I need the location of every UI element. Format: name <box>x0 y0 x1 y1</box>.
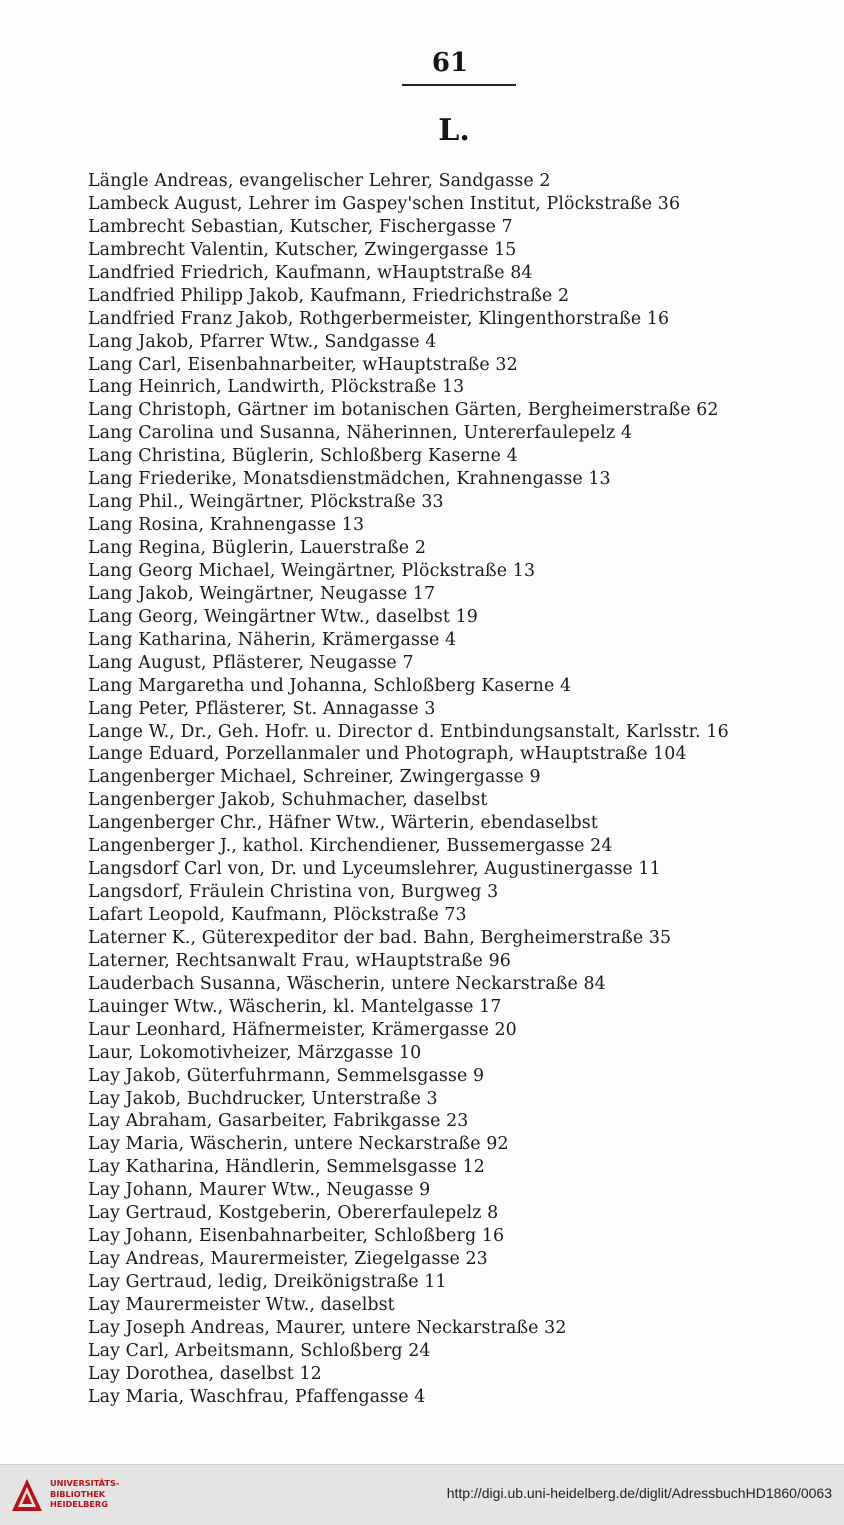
directory-entry: Laterner K., Güterexpeditor der bad. Bahn, Bergheimerstraße 35 <box>88 927 672 948</box>
directory-entry: Lafart Leopold, Kaufmann, Plöckstraße 73 <box>88 905 467 925</box>
directory-entry: Lang Friederike, Monatsdienstmädchen, Krahnengasse 13 <box>88 469 611 490</box>
directory-entry: Lay Johann, Eisenbahnarbeiter, Schloßberg 16 <box>88 1226 505 1247</box>
directory-entry: Laur Leonhard, Häfnermeister, Krämergasse 20 <box>88 1019 517 1040</box>
library-name <box>50 1478 140 1510</box>
directory-entry: Lauinger Wtw., Wäscherin, kl. Mantelgasse 17 <box>88 996 502 1017</box>
directory-entry: Langenberger Chr., Häfner Wtw., Wärterin, ebendaselbst <box>88 813 598 834</box>
directory-entry: Langenberger Michael, Schreiner, Zwingergasse 9 <box>88 767 541 788</box>
directory-entry: Lang Carl, Eisenbahnarbeiter, wHauptstraße 32 <box>88 354 518 375</box>
directory-entry: Lang August, Pflästerer, Neugasse 7 <box>88 652 414 673</box>
directory-entry: Lange W., Dr., Geh. Hofr. u. Director d. Entbindungsanstalt, Karlsstr. 16 <box>88 721 729 742</box>
directory-entry: Längle Andreas, evangelischer Lehrer, Sandgasse 2 <box>88 171 551 191</box>
directory-entry: Landfried Philipp Jakob, Kaufmann, Friedrichstraße 2 <box>88 285 570 306</box>
library-name-line: HEIDELBERG <box>50 1499 108 1509</box>
directory-entry: Lay Katharina, Händlerin, Semmelsgasse 12 <box>88 1157 485 1178</box>
library-name-line: UNIVERSITÄTS- <box>50 1478 120 1488</box>
directory-entry: Lay Dorothea, daselbst 12 <box>88 1363 322 1384</box>
directory-entry: Lambrecht Sebastian, Kutscher, Fischergasse 7 <box>88 216 513 237</box>
directory-entry: Lang Christoph, Gärtner im botanischen Gärten, Bergheimerstraße 62 <box>88 400 719 421</box>
university-logo-icon[interactable] <box>10 1477 44 1513</box>
directory-entry: Lang Georg, Weingärtner Wtw., daselbst 19 <box>88 606 478 627</box>
directory-entry: Lang Peter, Pflästerer, St. Annagasse 3 <box>88 698 436 719</box>
directory-entry: Lay Andreas, Maurermeister, Ziegelgasse 23 <box>88 1249 488 1270</box>
directory-entry: Lambeck August, Lehrer im Gaspey'schen Institut, Plöckstraße 36 <box>88 193 681 214</box>
header-rule <box>402 84 516 86</box>
letter-heading: L. <box>438 113 470 148</box>
directory-entry: Laterner, Rechtsanwalt Frau, wHauptstraße 96 <box>88 950 511 971</box>
directory-entry: Lay Jakob, Güterfuhrmann, Semmelsgasse 9 <box>88 1065 485 1086</box>
directory-entry: Lay Carl, Arbeitsmann, Schloßberg 24 <box>88 1340 431 1361</box>
directory-entry: Lang Phil., Weingärtner, Plöckstraße 33 <box>88 492 444 513</box>
directory-entry: Lang Jakob, Pfarrer Wtw., Sandgasse 4 <box>88 331 437 352</box>
directory-entry: Lang Georg Michael, Weingärtner, Plöckstraße 13 <box>88 560 536 581</box>
directory-entry: Lay Jakob, Buchdrucker, Unterstraße 3 <box>88 1088 438 1109</box>
directory-entry: Langsdorf, Fräulein Christina von, Burgweg 3 <box>88 882 499 903</box>
directory-entry: Langenberger Jakob, Schuhmacher, daselbst <box>88 790 488 811</box>
directory-entry: Lang Rosina, Krahnengasse 13 <box>88 515 365 536</box>
directory-entry: Landfried Friedrich, Kaufmann, wHauptstraße 84 <box>88 262 533 283</box>
directory-entry: Lange Eduard, Porzellanmaler und Photograph, wHauptstraße 104 <box>88 744 687 765</box>
directory-entry: Lang Katharina, Näherin, Krämergasse 4 <box>88 629 457 650</box>
directory-entry: Lang Regina, Büglerin, Lauerstraße 2 <box>88 538 426 558</box>
library-name-line: BIBLIOTHEK <box>50 1488 106 1499</box>
directory-entry: Lay Maria, Wäscherin, untere Neckarstraße 92 <box>88 1134 509 1155</box>
directory-entry: Langsdorf Carl von, Dr. und Lyceumslehrer, Augustinergasse 11 <box>88 859 661 880</box>
directory-entry: Lay Abraham, Gasarbeiter, Fabrikgasse 23 <box>88 1111 469 1132</box>
directory-entry: Lang Jakob, Weingärtner, Neugasse 17 <box>88 583 436 604</box>
directory-entry: Lay Joseph Andreas, Maurer, untere Neckarstraße 32 <box>88 1317 567 1338</box>
directory-entry: Lay Maria, Waschfrau, Pfaffengasse 4 <box>88 1386 426 1407</box>
source-url-link[interactable]: http://digi.ub.uni-heidelberg.de/diglit/AdressbuchHD1860/0063 <box>446 1485 832 1501</box>
directory-entry: Lang Heinrich, Landwirth, Plöckstraße 13 <box>88 377 465 398</box>
page-number: 61 <box>431 48 469 78</box>
directory-entry: Lang Christina, Büglerin, Schloßberg Kaserne 4 <box>88 446 518 467</box>
directory-entry: Lang Carolina und Susanna, Näherinnen, Untererfaulepelz 4 <box>88 423 633 444</box>
directory-entries <box>88 170 838 1409</box>
directory-entry: Lay Maurermeister Wtw., daselbst <box>88 1294 395 1315</box>
directory-entry: Lay Gertraud, Kostgeberin, Obererfaulepelz 8 <box>88 1203 499 1224</box>
directory-entry: Laur, Lokomotivheizer, Märzgasse 10 <box>88 1042 422 1063</box>
directory-entry: Langenberger J., kathol. Kirchendiener, Bussemergasse 24 <box>88 836 613 857</box>
directory-entry: Lang Margaretha und Johanna, Schloßberg Kaserne 4 <box>88 675 572 696</box>
directory-entry: Lay Gertraud, ledig, Dreikönigstraße 11 <box>88 1272 447 1292</box>
directory-entry: Lay Johann, Maurer Wtw., Neugasse 9 <box>88 1180 431 1201</box>
directory-entry: Lauderbach Susanna, Wäscherin, untere Neckarstraße 84 <box>88 973 606 994</box>
directory-entry: Lambrecht Valentin, Kutscher, Zwingergasse 15 <box>88 239 517 260</box>
viewer-footer <box>0 1464 844 1525</box>
directory-entry: Landfried Franz Jakob, Rothgerbermeister, Klingenthorstraße 16 <box>88 308 670 329</box>
